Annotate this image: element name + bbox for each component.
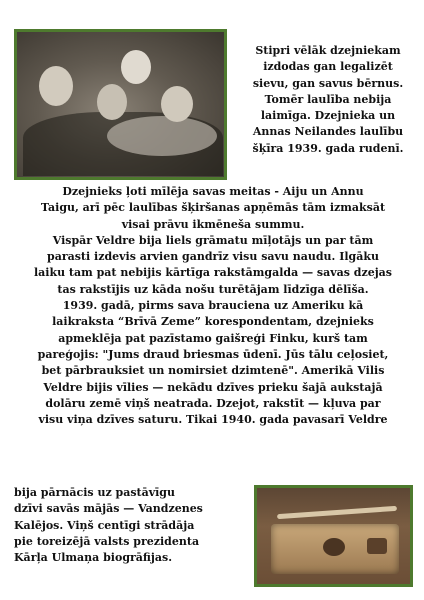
writing-set-photo bbox=[254, 485, 413, 587]
text-line: izdodas gan legalizēt bbox=[263, 60, 393, 74]
text-line: Kārļa Ulmaņa biogrāfijas. bbox=[14, 551, 173, 565]
text-line: apmeklēja pat pazīstamo gaišreģi Finku, kurš tam bbox=[58, 331, 368, 345]
text-line: Dzejnieks ļoti mīlēja savas meitas - Aiju un Annu bbox=[62, 185, 364, 198]
text-line: pie toreizējā valsts prezidenta bbox=[14, 534, 200, 548]
text-line: Annas Neilandes laulību bbox=[252, 125, 404, 139]
text-line: Veldre bijis vīlies — nekādu dzīves prieku šajā aukstajā bbox=[43, 380, 383, 394]
text-line: laikraksta “Brīvā Zeme” korespondentam, dzejnieks bbox=[52, 315, 374, 329]
text-line: sievu, gan savus bērnus. bbox=[252, 76, 404, 90]
closing-paragraph bbox=[14, 485, 250, 566]
body-paragraph bbox=[14, 184, 412, 428]
text-line: Tomēr laulība nebija bbox=[264, 92, 392, 106]
text-line: 1939. gadā, pirms sava brauciena uz Ameriku kā bbox=[62, 299, 364, 313]
text-line: Stipri vēlāk dzejniekam bbox=[255, 44, 401, 57]
text-line: visai prāvu ikmēneša summu. bbox=[121, 217, 305, 231]
text-line: Taigu, arī pēc laulības šķiršanas apņēmās tām izmaksāt bbox=[40, 201, 386, 215]
text-line: laiku tam pat nebijis kārtīga rakstāmgalda — savas dzejas bbox=[34, 266, 392, 280]
text-line: parasti izdevis arvien gandrīz visu savu naudu. Ilgāku bbox=[47, 250, 379, 264]
text-line: Kalējos. Viņš centīgi strādāja bbox=[14, 518, 195, 532]
text-line: dolāru zemē viņš neatrada. Dzejot, rakstīt — kļuva par bbox=[45, 396, 381, 410]
intro-paragraph bbox=[232, 43, 424, 157]
text-line: laimīga. Dzejnieka un bbox=[260, 109, 396, 123]
text-line: bet pārbrauksiet un nomirsiet dzimtenē". Amerikā Vilis bbox=[41, 364, 385, 378]
text-line: bija pārnācis uz pastāvīgu bbox=[14, 486, 175, 499]
family-photo bbox=[14, 29, 227, 180]
text-line: šķīra 1939. gada rudenī. bbox=[252, 141, 404, 155]
text-line: visu viņa dzīves saturu. Tikai 1940. gada pavasarī Veldre bbox=[38, 413, 388, 427]
text-line: Vispār Veldre bija liels grāmatu mīļotājs un par tām bbox=[52, 233, 374, 247]
text-line: pareģojis: "Jums draud briesmas ūdenī. Jūs tālu ceļosiet, bbox=[37, 347, 389, 361]
text-line: tas rakstījis uz kāda nošu turētājam līdzīga dēlīša. bbox=[57, 282, 369, 296]
text-line: dzīvi savās mājās — Vandzenes bbox=[14, 502, 203, 516]
